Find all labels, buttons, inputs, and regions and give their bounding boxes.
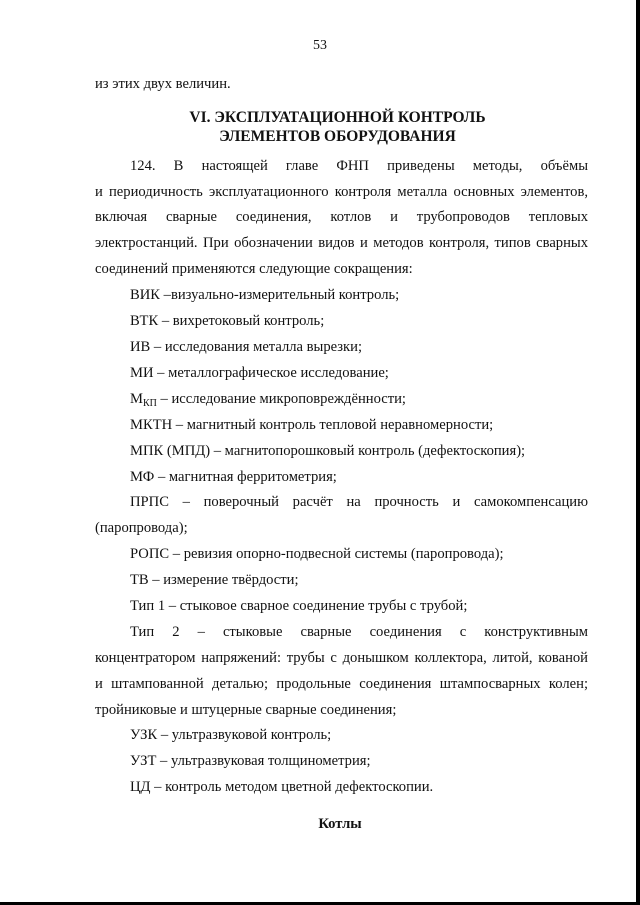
abbr-prps-line-2: (паропровода);	[95, 520, 188, 536]
abbr-mkp	[95, 387, 588, 416]
abbr-cd: ЦД – контроль методом цветной дефектоскопии.	[130, 779, 434, 795]
abbr-type2-line-3: и штампованной деталью; продольные соединения штампосварных колен;	[95, 676, 588, 692]
abbr-type2-line-1: Тип 2 – стыковые сварные соединения с конструктивным	[130, 624, 588, 640]
abbr-uzk: УЗК – ультразвуковой контроль;	[130, 727, 332, 743]
abbr-mktn: МКТН – магнитный контроль тепловой неравномерности;	[130, 417, 494, 433]
subsection-title: Котлы	[318, 816, 362, 832]
abbr-mkp-main: М	[130, 391, 143, 407]
abbr-vik: ВИК –визуально-измерительный контроль;	[130, 287, 400, 303]
abbr-type2-line-2: концентратором напряжений: трубы с донышком коллектора, литой, кованой	[95, 650, 588, 666]
abbr-mpk: МПК (МПД) – магнитопорошковый контроль (дефектоскопия);	[130, 443, 526, 459]
abbr-prps-line-1: ПРПС – поверочный расчёт на прочность и самокомпенсацию	[130, 494, 588, 510]
section-title	[0, 108, 640, 146]
abbr-uzt: УЗТ – ультразвуковая толщинометрия;	[130, 753, 371, 769]
abbr-vtk: ВТК – вихретоковый контроль;	[130, 313, 325, 329]
abbr-iv: ИВ – исследования металла вырезки;	[130, 339, 363, 355]
page-number: 53	[313, 38, 327, 53]
section-title-line-2: ЭЛЕМЕНТОВ ОБОРУДОВАНИЯ	[219, 128, 456, 145]
abbr-type2-line-4: тройниковые и штуцерные сварные соединения;	[95, 702, 397, 718]
intro-line: из этих двух величин.	[95, 76, 231, 92]
abbr-mi: МИ – металлографическое исследование;	[130, 365, 389, 381]
abbr-type1: Тип 1 – стыковое сварное соединение трубы с трубой;	[130, 598, 468, 614]
paragraph-124-line-5: соединений применяются следующие сокращения:	[95, 261, 413, 277]
paragraph-124-line-1: 124. В настоящей главе ФНП приведены методы, объёмы	[130, 158, 588, 174]
paragraph-124-line-2: и периодичность эксплуатационного контроля металла основных элементов,	[95, 184, 588, 200]
paragraph-124-line-3: включая сварные соединения, котлов и трубопроводов тепловых	[95, 209, 588, 225]
abbr-tv: ТВ – измерение твёрдости;	[130, 572, 299, 588]
abbr-mkp-subscript: КП	[142, 398, 157, 409]
abbr-mf: МФ – магнитная ферритометрия;	[130, 469, 337, 485]
section-title-line-1: VI. ЭКСПЛУАТАЦИОННОЙ КОНТРОЛЬ	[189, 109, 486, 126]
paragraph-124-line-4: электростанций. При обозначении видов и методов контроля, типов сварных	[95, 235, 588, 251]
abbr-mkp-text: – исследование микроповреждённости;	[156, 391, 406, 407]
abbr-rops: РОПС – ревизия опорно-подвесной системы (паропровода);	[130, 546, 504, 562]
